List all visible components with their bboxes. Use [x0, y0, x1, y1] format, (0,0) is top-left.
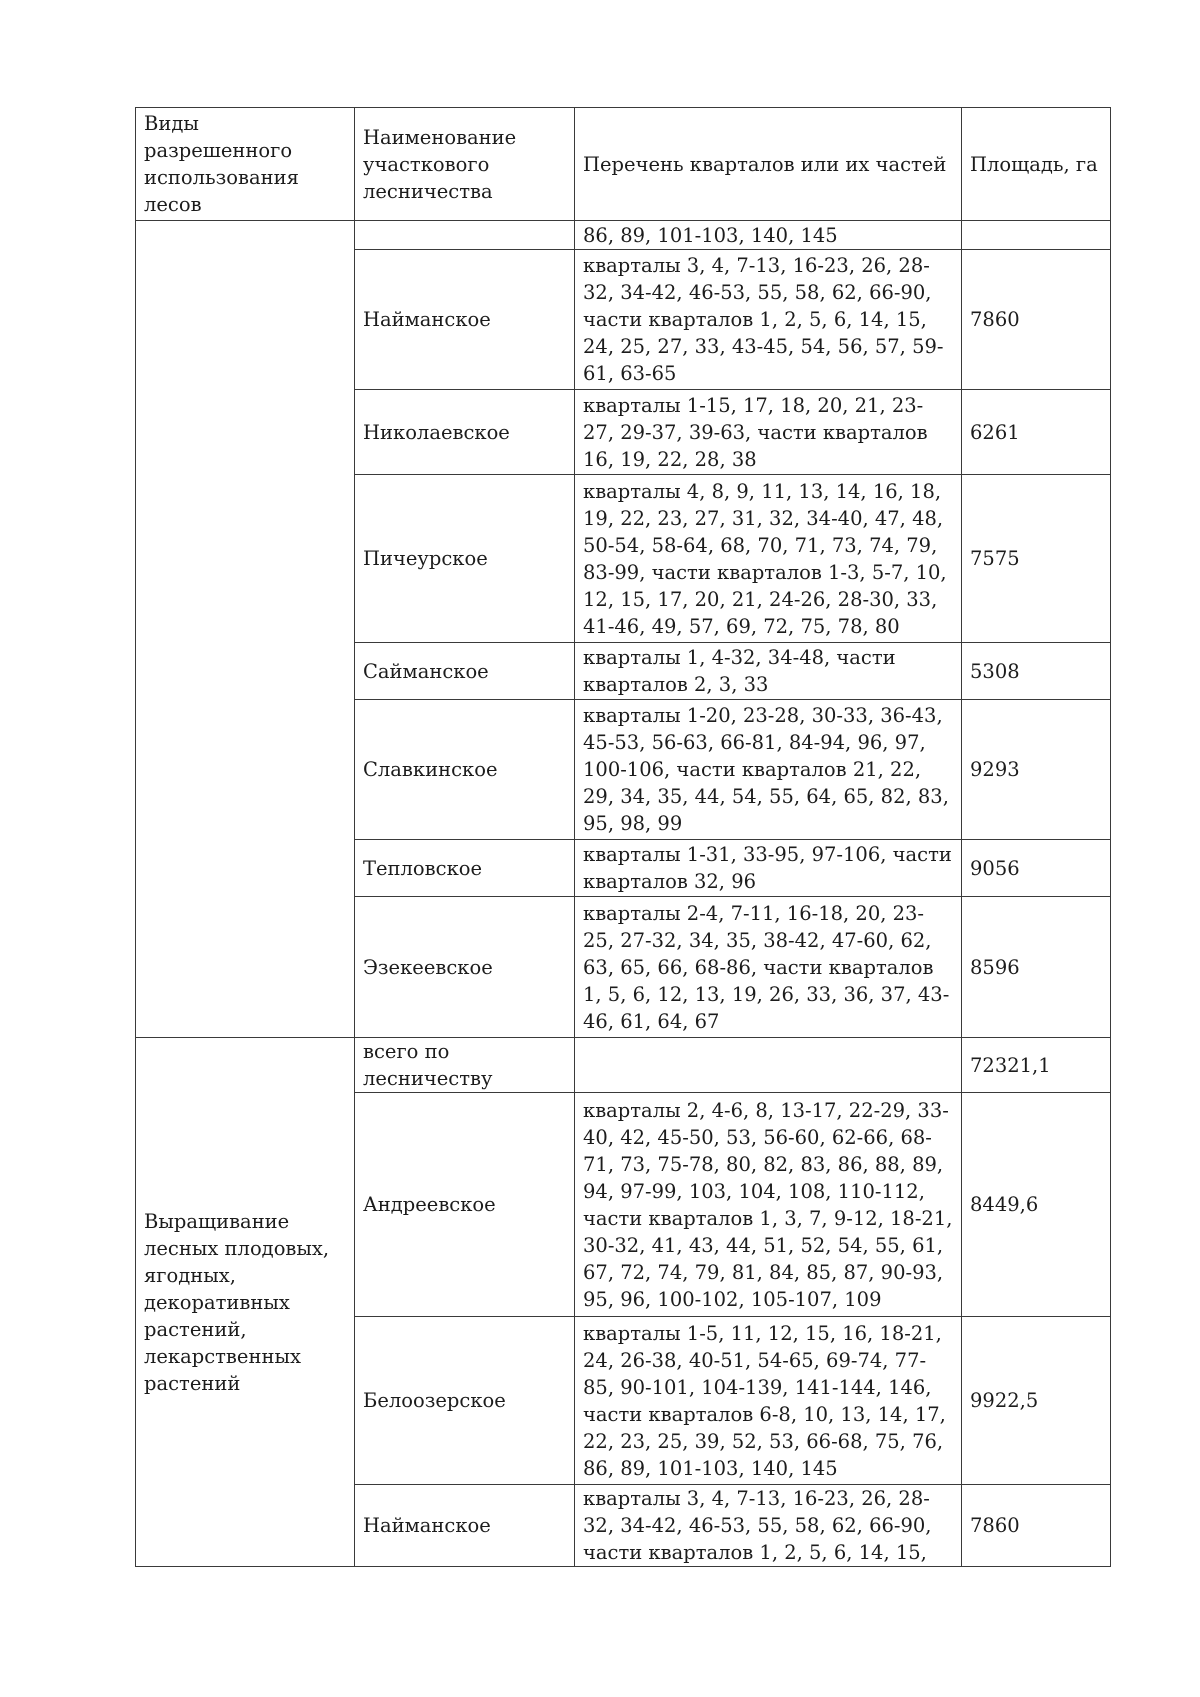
quarters-cell: 86, 89, 101-103, 140, 145: [575, 221, 962, 250]
use-cell: Выращивание лесных плодовых, ягодных, декоративных растений, лекарственных растений: [136, 1038, 355, 1567]
forestry-cell: Найманское: [355, 1485, 575, 1567]
quarters-cell: кварталы 1-15, 17, 18, 20, 21, 23-27, 29-37, 39-63, части кварталов 16, 19, 22, 28, 38: [575, 390, 962, 475]
table-row: [136, 1038, 1111, 1093]
area-cell: 7860: [962, 250, 1111, 390]
area-cell: 9293: [962, 700, 1111, 840]
forestry-cell: Тепловское: [355, 840, 575, 897]
quarters-cell: кварталы 1-5, 11, 12, 15, 16, 18-21, 24, 26-38, 40-51, 54-65, 69-74, 77-85, 90-101, 104-139, 141-144, 146, части кварталов 6-8, 10, 13, 14, 17, 22, 23, 25, 39, 52, 53, 66-68, 75, 76, 86, 89, 101-103, 140, 145: [575, 1317, 962, 1485]
forestry-cell: Николаевское: [355, 390, 575, 475]
header-quarters: Перечень кварталов или их частей: [575, 108, 962, 221]
forestry-cell: [355, 221, 575, 250]
area-cell: 9922,5: [962, 1317, 1111, 1485]
area-cell: [962, 221, 1111, 250]
area-cell: 8596: [962, 897, 1111, 1038]
quarters-cell: кварталы 4, 8, 9, 11, 13, 14, 16, 18, 19, 22, 23, 27, 31, 32, 34-40, 47, 48, 50-54, 58-64, 68, 70, 71, 73, 74, 79, 83-99, части кварталов 1-3, 5-7, 10, 12, 15, 17, 20, 21, 24-26, 28-30, 33, 41-46, 49, 57, 69, 72, 75, 78, 80: [575, 475, 962, 643]
use-cell: [136, 221, 355, 1038]
quarters-cell: кварталы 3, 4, 7-13, 16-23, 26, 28-32, 34-42, 46-53, 55, 58, 62, 66-90, части кварталов 1, 2, 5, 6, 14, 15,: [575, 1485, 962, 1567]
area-cell: 7575: [962, 475, 1111, 643]
header-area: Площадь, га: [962, 108, 1111, 221]
forestry-cell: Пичеурское: [355, 475, 575, 643]
area-cell: 9056: [962, 840, 1111, 897]
area-cell: 7860: [962, 1485, 1111, 1567]
area-cell: 8449,6: [962, 1093, 1111, 1317]
forestry-cell: Белоозерское: [355, 1317, 575, 1485]
forestry-cell: всего по лесничеству: [355, 1038, 575, 1093]
forestry-cell: Славкинское: [355, 700, 575, 840]
quarters-cell: [575, 1038, 962, 1093]
quarters-cell: кварталы 1-31, 33-95, 97-106, части кварталов 32, 96: [575, 840, 962, 897]
quarters-cell: кварталы 2, 4-6, 8, 13-17, 22-29, 33-40, 42, 45-50, 53, 56-60, 62-66, 68-71, 73, 75-78, 80, 82, 83, 86, 88, 89, 94, 97-99, 103, 104, 108, 110-112, части кварталов 1, 3, 7, 9-12, 18-21, 30-32, 41, 43, 44, 51, 52, 54, 55, 61, 67, 72, 74, 79, 81, 84, 85, 87, 90-93, 95, 96, 100-102, 105-107, 109: [575, 1093, 962, 1317]
table-header-row: [136, 108, 1111, 221]
forestry-cell: Андреевское: [355, 1093, 575, 1317]
quarters-cell: кварталы 2-4, 7-11, 16-18, 20, 23-25, 27-32, 34, 35, 38-42, 47-60, 62, 63, 65, 66, 68-86, части кварталов 1, 5, 6, 12, 13, 19, 26, 33, 36, 37, 43-46, 61, 64, 67: [575, 897, 962, 1038]
forest-use-table: [135, 107, 1111, 1567]
forestry-cell: Сайманское: [355, 643, 575, 700]
forestry-cell: Найманское: [355, 250, 575, 390]
header-forestry: Наименование участкового лесничества: [355, 108, 575, 221]
area-cell: 72321,1: [962, 1038, 1111, 1093]
area-cell: 6261: [962, 390, 1111, 475]
table-row: [136, 221, 1111, 250]
quarters-cell: кварталы 1-20, 23-28, 30-33, 36-43, 45-53, 56-63, 66-81, 84-94, 96, 97, 100-106, части кварталов 21, 22, 29, 34, 35, 44, 54, 55, 64, 65, 82, 83, 95, 98, 99: [575, 700, 962, 840]
quarters-cell: кварталы 1, 4-32, 34-48, части кварталов 2, 3, 33: [575, 643, 962, 700]
header-use: Виды разрешенного использования лесов: [136, 108, 355, 221]
forestry-cell: Эзекеевское: [355, 897, 575, 1038]
area-cell: 5308: [962, 643, 1111, 700]
quarters-cell: кварталы 3, 4, 7-13, 16-23, 26, 28-32, 34-42, 46-53, 55, 58, 62, 66-90, части кварталов 1, 2, 5, 6, 14, 15, 24, 25, 27, 33, 43-45, 54, 56, 57, 59-61, 63-65: [575, 250, 962, 390]
